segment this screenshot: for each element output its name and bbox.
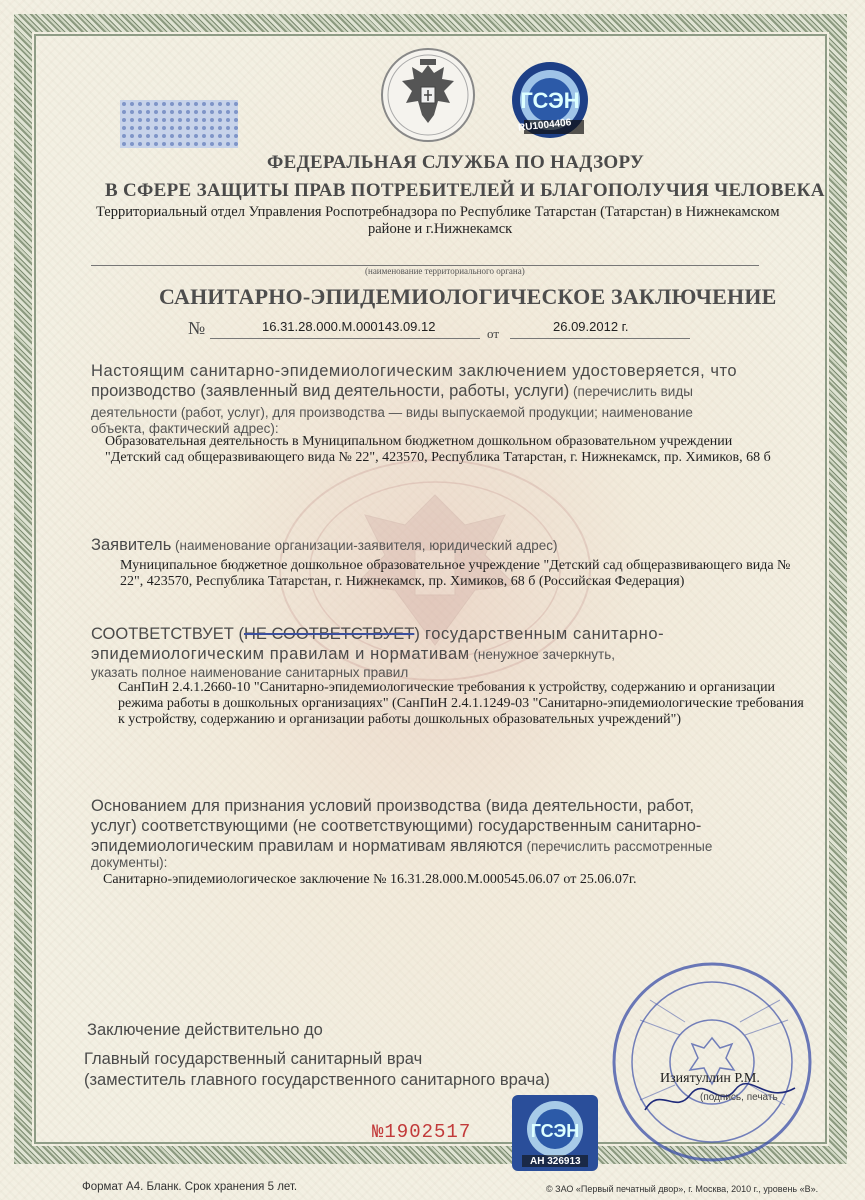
certifies-intro-line2-main: производство (заявленный вид деятельности, работы, услуги)	[91, 382, 570, 400]
conformity-row	[91, 625, 664, 644]
date-label: от	[487, 326, 500, 341]
certifies-intro-line2-hint: (перечислить виды	[569, 384, 693, 399]
conformity-rest: государственным санитарно-	[419, 625, 665, 643]
conformity-status: СООТВЕТСТВУЕТ	[91, 625, 234, 643]
applicant-label-row	[91, 536, 558, 555]
footer-form-info: Формат А4. Бланк. Срок хранения 5 лет.	[82, 1181, 298, 1193]
conformity-line2-hint: (ненужное зачеркнуть,	[469, 647, 616, 662]
applicant-label: Заявитель	[91, 536, 172, 554]
basis-line3-main: эпидемиологическим правилам и нормативам являются	[91, 837, 523, 855]
conformity-line2	[91, 645, 615, 664]
signatory-name: Изиятуллин Р.М.	[660, 1071, 760, 1086]
document-date: 26.09.2012 г.	[553, 319, 629, 334]
svg-text:ГСЭН: ГСЭН	[530, 1121, 580, 1141]
hologram-top-code: RU1004406	[517, 117, 572, 134]
basis-line3	[91, 837, 712, 856]
number-label: №	[188, 318, 206, 338]
conformity-paren-open: (	[233, 625, 244, 643]
official-round-seal-icon	[610, 960, 815, 1165]
certifies-intro-line4: объекта, фактический адрес):	[91, 421, 279, 436]
signatory-line2: (заместитель главного государственного санитарного врача)	[84, 1071, 550, 1089]
certifies-intro-line2	[91, 382, 693, 401]
conformity-struck-option: НЕ СООТВЕТСТВУЕТ	[243, 625, 415, 643]
hologram-strip-icon	[120, 100, 238, 148]
activity-value-line1: Образовательная деятельность в Муниципальном бюджетном дошкольном образовательном учреждении	[105, 434, 733, 449]
basis-line4: документы):	[91, 855, 168, 870]
conformity-line2-main: эпидемиологическим правилам и нормативам	[91, 645, 470, 663]
applicant-hint: (наименование организации-заявителя, юридический адрес)	[171, 538, 558, 553]
double-headed-eagle-emblem-icon	[378, 45, 478, 145]
form-serial-number: №1902517	[372, 1121, 472, 1143]
footer-printer-info: © ЗАО «Первый печатный двор», г. Москва, 2010 г., уровень «В».	[546, 1184, 819, 1194]
document-title: САНИТАРНО-ЭПИДЕМИОЛОГИЧЕСКОЕ ЗАКЛЮЧЕНИЕ	[159, 284, 777, 309]
certifies-intro-line3: деятельности (работ, услуг), для производства — виды выпускаемой продукции; наименование	[91, 405, 693, 420]
signature-caption: (подпись, печать	[700, 1092, 778, 1103]
agency-title-line1: ФЕДЕРАЛЬНАЯ СЛУЖБА ПО НАДЗОРУ	[267, 152, 645, 173]
conformity-paren-close: )	[414, 625, 420, 643]
signatory-line1: Главный государственный санитарный врач	[84, 1050, 423, 1068]
activity-value-line2: "Детский сад общеразвивающего вида № 22", 423570, Республика Татарстан, г. Нижнекамск, пр. Химиков, 68 б	[105, 450, 771, 465]
territorial-org-line1: Территориальный отдел Управления Роспотребнадзора по Республике Татарстан (Татарстан) в Нижнекамском	[96, 204, 780, 220]
number-underline	[210, 338, 480, 339]
sanpin-value-line3: к устройству, содержанию и организации работы дошкольных образовательных учреждений")	[118, 712, 682, 727]
basis-line1: Основанием для признания условий производства (вида деятельности, работ,	[91, 797, 694, 815]
validity-label: Заключение действительно до	[87, 1021, 323, 1039]
certifies-intro-line1: Настоящим санитарно-эпидемиологическим заключением удостоверяется, что	[91, 362, 738, 380]
org-caption: (наименование территориального органа)	[365, 266, 525, 276]
sanpin-value-line1: СанПиН 2.4.1.2660-10 "Санитарно-эпидемиологические требования к устройству, содержанию и организации	[118, 680, 776, 695]
basis-line3-hint: (перечислить рассмотренные	[522, 839, 713, 854]
hologram-bottom-code: АН 326913	[530, 1156, 581, 1167]
territorial-org-line2: районе и г.Нижнекамск	[368, 221, 513, 237]
applicant-value-line1: Муниципальное бюджетное дошкольное образовательное учреждение "Детский сад общеразвивающего вида №	[120, 558, 791, 573]
svg-text:ГСЭН: ГСЭН	[520, 88, 580, 113]
conformity-line3: указать полное наименование санитарных правил	[91, 665, 409, 680]
basis-value: Санитарно-эпидемиологическое заключение № 16.31.28.000.М.000545.06.07 от 25.06.07г.	[103, 872, 637, 887]
applicant-value-line2: 22", 423570, Республика Татарстан, г. Нижнекамск, пр. Химиков, 68 б (Российская Федерация)	[120, 574, 685, 589]
basis-line2: услуг) соответствующими (не соответствующими) государственным санитарно-	[91, 817, 702, 835]
agency-title-line2: В СФЕРЕ ЗАЩИТЫ ПРАВ ПОТРЕБИТЕЛЕЙ И БЛАГОПОЛУЧИЯ ЧЕЛОВЕКА	[105, 180, 825, 201]
sanpin-value-line2: режима работы в дошкольных организациях" (СанПиН 2.4.1.1249-03 "Санитарно-эпидемиологические требования	[118, 696, 804, 711]
date-underline	[510, 338, 690, 339]
document-number: 16.31.28.000.М.000143.09.12	[262, 319, 436, 334]
